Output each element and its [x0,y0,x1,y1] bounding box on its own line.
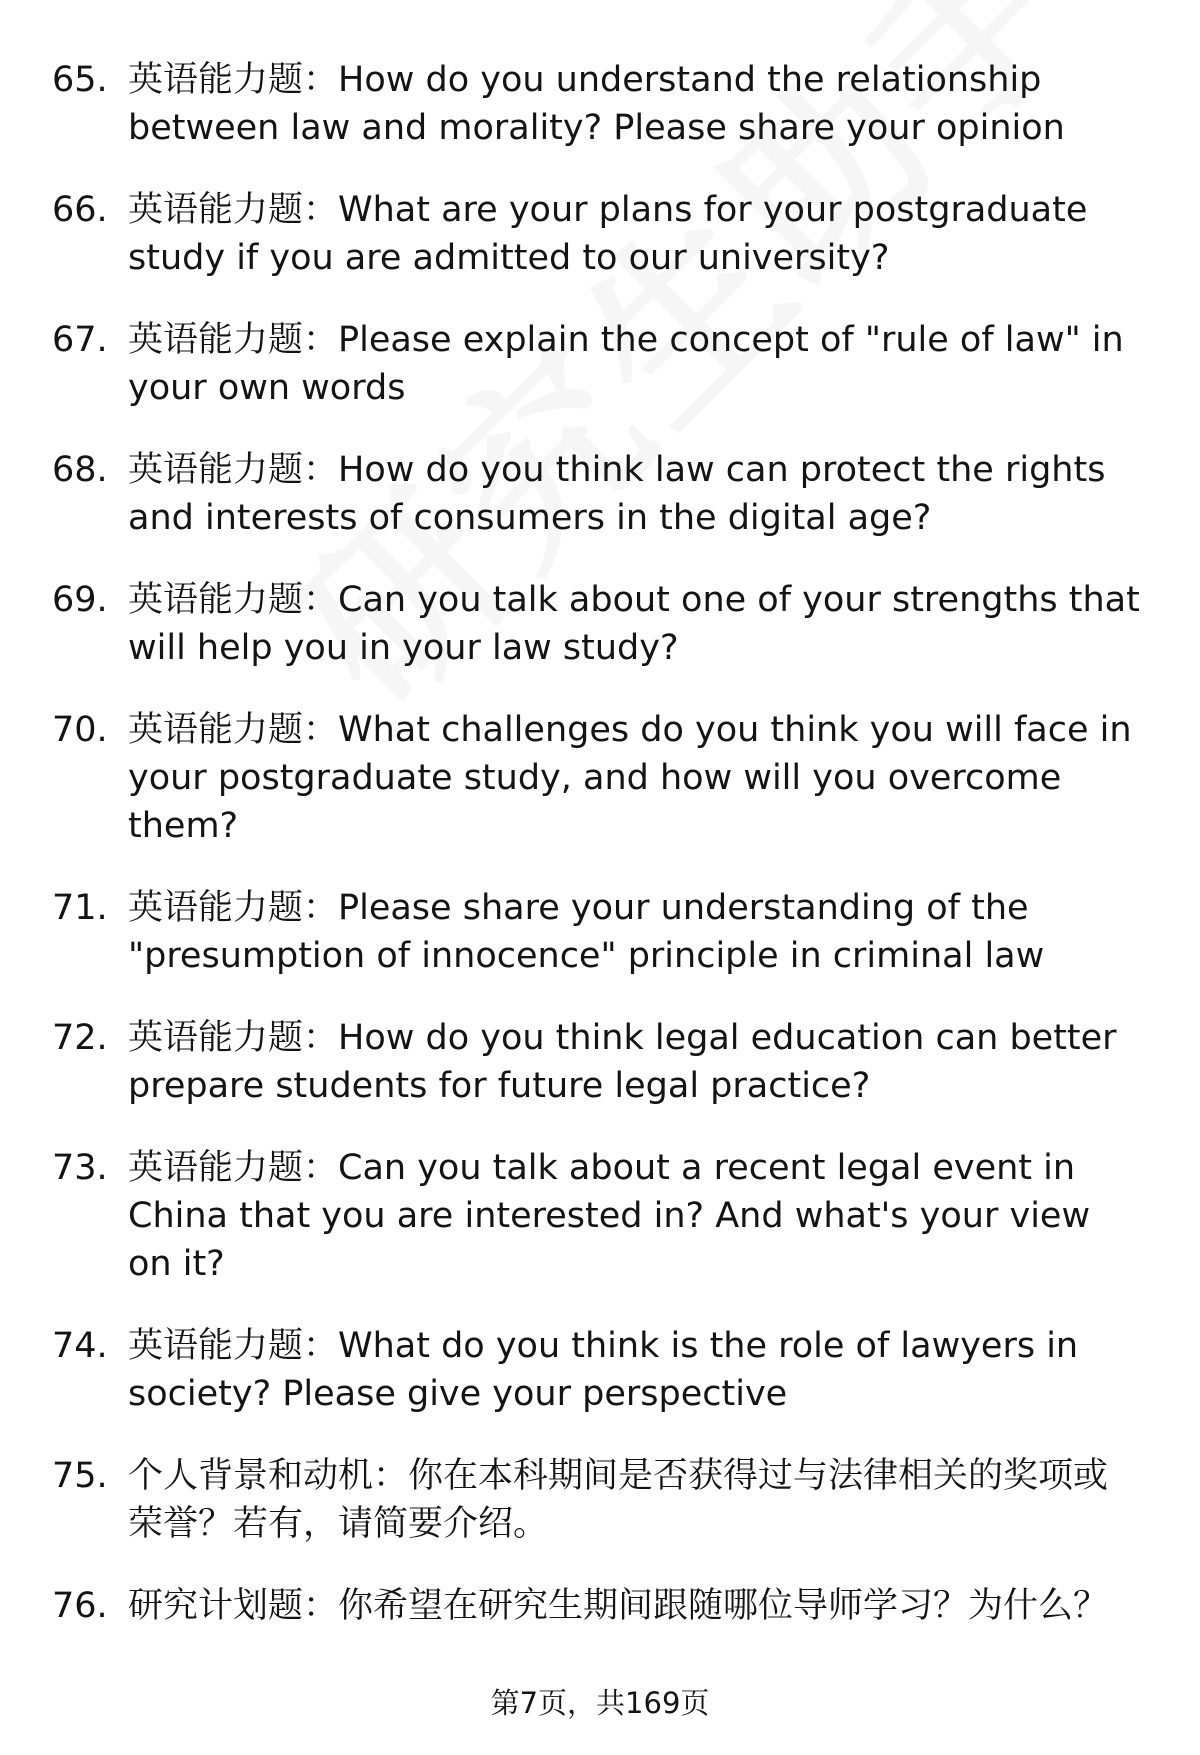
question-item [52,186,1142,282]
question-number: 69. [52,580,108,620]
question-number: 72. [52,1018,108,1058]
question-number: 76. [52,1586,108,1626]
question-number: 74. [52,1326,108,1366]
question-text: 英语能力题：Please share your understanding of the "presumption of innocence" principle in criminal law [128,888,1045,976]
question-item [52,56,1142,152]
question-text: 个人背景和动机：你在本科期间是否获得过与法律相关的奖项或荣誉？若有，请简要介绍。 [128,1456,1109,1544]
question-text: 英语能力题：Can you talk about a recent legal event in China that you are interested in? And what's your view on it? [128,1148,1091,1284]
question-item [52,316,1142,412]
question-text: 研究计划题：你希望在研究生期间跟随哪位导师学习？为什么？ [128,1586,1109,1626]
question-number: 65. [52,60,108,100]
question-number: 66. [52,190,108,230]
question-item [52,1322,1142,1418]
question-text: 英语能力题：How do you understand the relationship between law and morality? Please share your opinion [128,60,1065,148]
question-item [52,1452,1142,1548]
question-text: 英语能力题：What do you think is the role of lawyers in society? Please give your perspective [128,1326,1079,1414]
question-number: 67. [52,320,108,360]
question-text: 英语能力题：What challenges do you think you will face in your postgraduate study, and how will you overcome them? [128,710,1132,846]
question-number: 70. [52,710,108,750]
question-number: 75. [52,1456,108,1496]
question-item [52,446,1142,542]
question-item [52,576,1142,672]
question-text: 英语能力题：Can you talk about one of your strengths that will help you in your law study? [128,580,1140,668]
question-list [52,56,1142,1664]
page-footer [0,1683,1200,1723]
question-text: 英语能力题：How do you think legal education can better prepare students for future legal practice? [128,1018,1117,1106]
question-text: 英语能力题：What are your plans for your postgraduate study if you are admitted to our university? [128,190,1088,278]
question-item [52,1582,1142,1630]
question-text: 英语能力题：How do you think law can protect the rights and interests of consumers in the digital age? [128,450,1106,538]
question-number: 73. [52,1148,108,1188]
question-number: 68. [52,450,108,490]
question-text: 英语能力题：Please explain the concept of "rule of law" in your own words [128,320,1124,408]
question-item [52,1144,1142,1288]
question-item [52,706,1142,850]
question-number: 71. [52,888,108,928]
question-item [52,1014,1142,1110]
question-item [52,884,1142,980]
page-number-label: 第7页，共169页 [490,1686,710,1720]
